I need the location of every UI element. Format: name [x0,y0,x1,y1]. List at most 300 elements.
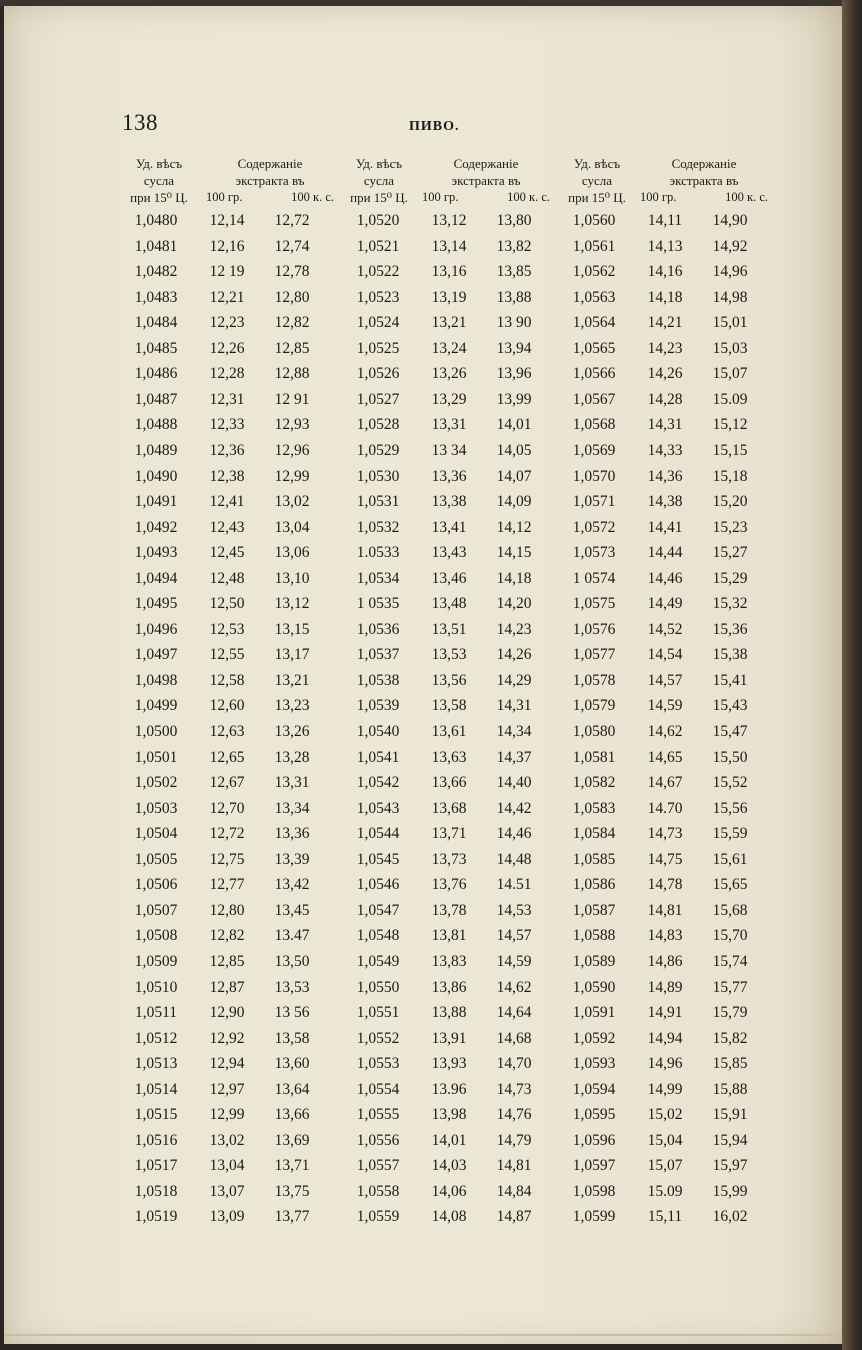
specific-gravity-cell: 1,0527 [356,390,400,408]
extract-per-100g-cell: 15,02 [647,1106,683,1124]
extract-per-100g-cell: 14,65 [647,748,683,766]
extract-per-100cc-cell: 14,62 [496,978,532,996]
extract-per-100cc-cell: 12,72 [274,212,310,229]
extract-per-100g-cell: 14,01 [431,1131,467,1149]
extract-per-100cc-cell: 15,79 [712,1004,748,1022]
specific-gravity-cell: 1,0545 [356,850,400,868]
extract-per-100cc-cell: 15,68 [712,901,748,919]
extract-per-100cc-cell: 15,52 [712,774,748,792]
extract-per-100cc-cell: 13,36 [274,825,310,843]
extract-per-100g-cell: 14,81 [647,901,683,919]
extract-per-100g-cell: 13,91 [431,1029,467,1047]
specific-gravity-cell: 1,0488 [134,416,178,434]
extract-per-100cc-cell: 14,37 [496,748,532,766]
specific-gravity-cell: 1,0555 [356,1106,400,1124]
extract-per-100g-cell: 13,14 [431,237,467,255]
extract-per-100g-cell: 12,23 [209,314,245,332]
extract-per-100cc-cell: 13,31 [274,774,310,792]
specific-gravity-cell: 1,0536 [356,620,400,638]
extract-per-100g-cell: 13,71 [431,825,467,843]
specific-gravity-cell: 1,0571 [572,493,616,511]
extract-per-100cc-cell: 15,15 [712,441,748,459]
header-sg-line3: при 15⁰ Ц. [130,190,188,205]
extract-per-100cc-cell: 13,39 [274,850,310,868]
extract-per-100g-cell: 13,73 [431,850,467,868]
specific-gravity-cell: 1,0512 [134,1029,178,1047]
extract-per-100g-cell: 14,91 [647,1004,683,1022]
extract-per-100g-cell: 13,93 [431,1055,467,1073]
specific-gravity-cell: 1,0577 [572,646,616,664]
extract-per-100g-cell: 12 19 [209,263,245,281]
extract-per-100g-cell: 12,67 [209,774,245,792]
extract-per-100cc-cell: 14,87 [496,1208,532,1226]
specific-gravity-cell: 1,0528 [356,416,400,434]
extract-per-100g-cell: 13,53 [431,646,467,664]
extract-per-100cc-cell: 15,99 [712,1182,748,1200]
extract-per-100g-cell: 12,36 [209,441,245,459]
extract-per-100cc-cell: 13,10 [274,569,310,587]
extract-per-100g-cell: 12,72 [209,825,245,843]
extract-per-100cc-cell: 14,15 [496,544,532,562]
specific-gravity-cell: 1,0509 [134,952,178,970]
specific-gravity-cell: 1,0553 [356,1055,400,1073]
extract-per-100cc-cell: 15,36 [712,620,748,638]
extract-per-100g-cell: 14,16 [647,263,683,281]
extract-per-100cc-cell: 13,04 [274,518,310,536]
specific-gravity-cell: 1,0531 [356,493,400,511]
specific-gravity-cell: 1,0551 [356,1004,400,1022]
extract-per-100cc-cell: 15,38 [712,646,748,664]
extract-per-100cc-cell: 13,77 [274,1208,310,1226]
scan-right-edge [842,0,862,1350]
extract-per-100cc-cell: 13,82 [496,237,532,255]
extract-per-100g-cell: 14,83 [647,927,683,945]
extract-per-100cc-cell: 13,45 [274,901,310,919]
specific-gravity-cell: 1,0579 [572,697,616,715]
specific-gravity-cell: 1,0592 [572,1029,616,1047]
specific-gravity-cell: 1,0541 [356,748,400,766]
specific-gravity-cell: 1,0480 [134,212,178,229]
specific-gravity-cell: 1,0482 [134,263,178,281]
specific-gravity-cell: 1,0521 [356,237,400,255]
specific-gravity-cell: 1,0503 [134,799,178,817]
extract-per-100cc-cell: 15,82 [712,1029,748,1047]
extract-per-100cc-cell: 14,90 [712,212,748,229]
extract-per-100g-cell: 12,70 [209,799,245,817]
specific-gravity-cell: 1,0568 [572,416,616,434]
extract-per-100cc-cell: 14,70 [496,1055,532,1073]
specific-gravity-cell: 1,0484 [134,314,178,332]
extract-per-100g-cell: 13,21 [431,314,467,332]
extract-per-100cc-cell: 14,31 [496,697,532,715]
extract-per-100cc-cell: 14,48 [496,850,532,868]
extract-per-100cc-cell: 15,50 [712,748,748,766]
extract-per-100cc-cell: 15,91 [712,1106,748,1124]
specific-gravity-cell: 1,0496 [134,620,178,638]
extract-per-100cc-cell: 14,96 [712,263,748,281]
extract-per-100g-cell: 14,36 [647,467,683,485]
specific-gravity-cell: 1,0501 [134,748,178,766]
specific-gravity-cell: 1,0573 [572,544,616,562]
extract-per-100cc-cell: 14,09 [496,493,532,511]
extract-per-100cc-cell: 13,53 [274,978,310,996]
header-sg-line2: сусла [143,173,175,188]
extract-per-100cc-cell: 14,05 [496,441,532,459]
specific-gravity-cell: 1,0583 [572,799,616,817]
extract-per-100g-cell: 12,33 [209,416,245,434]
extract-per-100cc-cell: 12,93 [274,416,310,434]
extract-per-100g-cell: 12,48 [209,569,245,587]
specific-gravity-cell: 1,0547 [356,901,400,919]
extract-per-100cc-cell: 15,70 [712,927,748,945]
extract-per-100cc-cell: 13,85 [496,263,532,281]
book-page [4,6,842,1344]
specific-gravity-cell: 1,0544 [356,825,400,843]
specific-gravity-cell: 1,0515 [134,1106,178,1124]
extract-per-100cc-cell: 15,23 [712,518,748,536]
extract-per-100cc-cell: 14,53 [496,901,532,919]
specific-gravity-cell: 1,0532 [356,518,400,536]
extract-per-100g-cell: 13,04 [209,1157,245,1175]
extract-per-100g-cell: 15,04 [647,1131,683,1149]
extract-per-100g-cell: 14,31 [647,416,683,434]
extract-per-100g-cell: 13,12 [431,212,467,229]
extract-per-100g-cell: 13,56 [431,671,467,689]
extract-per-100cc-cell: 14.51 [496,876,532,894]
extract-per-100g-cell: 14,44 [647,544,683,562]
extract-per-100cc-cell: 15,43 [712,697,748,715]
extract-per-100cc-cell: 12,80 [274,288,310,306]
specific-gravity-cell: 1,0519 [134,1208,178,1226]
specific-gravity-cell: 1,0522 [356,263,400,281]
specific-gravity-cell: 1,0586 [572,876,616,894]
specific-gravity-cell: 1,0591 [572,1004,616,1022]
specific-gravity-cell: 1,0523 [356,288,400,306]
extract-per-100g-cell: 13,48 [431,595,467,613]
specific-gravity-cell: 1,0517 [134,1157,178,1175]
header-ext-per-100cc: 100 к. с. [291,190,334,204]
extract-per-100g-cell: 12,43 [209,518,245,536]
extract-per-100cc-cell: 12,74 [274,237,310,255]
specific-gravity-cell: 1,0569 [572,441,616,459]
specific-gravity-cell: 1,0499 [134,697,178,715]
extract-per-100cc-cell: 14,59 [496,952,532,970]
extract-per-100cc-cell: 14,98 [712,288,748,306]
specific-gravity-cell: 1,0595 [572,1106,616,1124]
header-sg-line1: Уд. вѣсъ [135,156,183,171]
extract-per-100cc-cell: 15,85 [712,1055,748,1073]
specific-gravity-cell: 1,0558 [356,1182,400,1200]
extract-per-100g-cell: 14,03 [431,1157,467,1175]
extract-per-100g-cell: 12,65 [209,748,245,766]
extract-per-100g-cell: 13,19 [431,288,467,306]
extract-per-100cc-cell: 13,34 [274,799,310,817]
specific-gravity-cell: 1,0525 [356,339,400,357]
extract-per-100g-cell: 13,36 [431,467,467,485]
extract-per-100cc-cell: 15,47 [712,723,748,740]
specific-gravity-cell: 1,0530 [356,467,400,485]
extract-per-100cc-cell: 15,03 [712,339,748,357]
specific-gravity-cell: 1,0507 [134,901,178,919]
extract-per-100g-cell: 13,78 [431,901,467,919]
specific-gravity-cell: 1,0500 [134,723,178,740]
extract-per-100cc-cell: 15,77 [712,978,748,996]
extract-per-100cc-cell: 13,64 [274,1080,310,1098]
extract-per-100cc-cell: 12,88 [274,365,310,383]
specific-gravity-cell: 1,0552 [356,1029,400,1047]
extract-per-100g-cell: 12,55 [209,646,245,664]
extract-per-100g-cell: 12,87 [209,978,245,996]
specific-gravity-cell: 1,0485 [134,339,178,357]
extract-per-100g-cell: 13,31 [431,416,467,434]
extract-per-100cc-cell: 15,65 [712,876,748,894]
extract-per-100cc-cell: 13,80 [496,212,532,229]
extract-per-100g-cell: 15,07 [647,1157,683,1175]
extract-per-100cc-cell: 14,29 [496,671,532,689]
extract-per-100g-cell: 14,49 [647,595,683,613]
extract-per-100cc-cell: 14,73 [496,1080,532,1098]
extract-per-100cc-cell: 14,76 [496,1106,532,1124]
extract-per-100g-cell: 12,45 [209,544,245,562]
extract-per-100g-cell: 12,41 [209,493,245,511]
extract-per-100g-cell: 13,88 [431,1004,467,1022]
extract-per-100cc-cell: 14,64 [496,1004,532,1022]
extract-per-100cc-cell: 14,79 [496,1131,532,1149]
extract-per-100g-cell: 12,14 [209,212,245,229]
specific-gravity-cell: 1,0567 [572,390,616,408]
extract-per-100cc-cell: 14,68 [496,1029,532,1047]
specific-gravity-cell: 1,0481 [134,237,178,255]
specific-gravity-cell: 1,0502 [134,774,178,792]
extract-per-100cc-cell: 14,81 [496,1157,532,1175]
extract-per-100g-cell: 14,94 [647,1029,683,1047]
extract-per-100cc-cell: 14,84 [496,1182,532,1200]
extract-per-100cc-cell: 13,94 [496,339,532,357]
extract-per-100g-cell: 14,13 [647,237,683,255]
specific-gravity-cell: 1,0520 [356,212,400,229]
extract-per-100g-cell: 14,52 [647,620,683,638]
specific-gravity-cell: 1,0505 [134,850,178,868]
specific-gravity-cell: 1,0491 [134,493,178,511]
extract-per-100g-cell: 12,16 [209,237,245,255]
header-ext-line1: Содержаніе [671,156,737,171]
extract-per-100cc-cell: 13,88 [496,288,532,306]
extract-per-100g-cell: 14,89 [647,978,683,996]
specific-gravity-cell: 1,0508 [134,927,178,945]
header-ext-line2: экстракта въ [669,173,739,188]
extract-per-100cc-cell: 14,23 [496,620,532,638]
specific-gravity-cell: 1,0539 [356,697,400,715]
extract-per-100g-cell: 14,18 [647,288,683,306]
extract-per-100cc-cell: 15,97 [712,1157,748,1175]
specific-gravity-cell: 1,0550 [356,978,400,996]
extract-per-100g-cell: 14,08 [431,1208,467,1226]
extract-per-100g-cell: 12,97 [209,1080,245,1098]
extract-per-100cc-cell: 12,85 [274,339,310,357]
specific-gravity-cell: 1,0493 [134,544,178,562]
extract-per-100g-cell: 12,85 [209,952,245,970]
specific-gravity-cell: 1,0578 [572,671,616,689]
specific-gravity-cell: 1,0483 [134,288,178,306]
header-extract [416,155,556,206]
specific-gravity-cell: 1,0504 [134,825,178,843]
extract-per-100cc-cell: 14,46 [496,825,532,843]
header-sg-line1: Уд. вѣсъ [573,156,621,171]
extract-per-100cc-cell: 14,92 [712,237,748,255]
specific-gravity-cell: 1,0587 [572,901,616,919]
extract-per-100cc-cell: 15.09 [712,390,748,408]
extract-per-100cc-cell: 14,26 [496,646,532,664]
specific-gravity-cell: 1,0498 [134,671,178,689]
extract-per-100cc-cell: 12,96 [274,441,310,459]
extract-per-100g-cell: 14,33 [647,441,683,459]
extract-per-100cc-cell: 13,75 [274,1182,310,1200]
extract-per-100g-cell: 13,83 [431,952,467,970]
extract-per-100g-cell: 12,90 [209,1004,245,1022]
extract-per-100cc-cell: 13,15 [274,620,310,638]
extract-per-100g-cell: 12,21 [209,288,245,306]
extract-per-100cc-cell: 13,06 [274,544,310,562]
extract-per-100g-cell: 12,28 [209,365,245,383]
extract-per-100g-cell: 12,50 [209,595,245,613]
specific-gravity-cell: 1,0487 [134,390,178,408]
extract-per-100cc-cell: 15,94 [712,1131,748,1149]
specific-gravity-cell: 1,0516 [134,1131,178,1149]
extract-per-100cc-cell: 13,42 [274,876,310,894]
extract-per-100cc-cell: 13,58 [274,1029,310,1047]
extract-per-100cc-cell: 15,27 [712,544,748,562]
specific-gravity-cell: 1,0572 [572,518,616,536]
specific-gravity-cell: 1,0549 [356,952,400,970]
extract-per-100cc-cell: 14,57 [496,927,532,945]
extract-per-100cc-cell: 14,12 [496,518,532,536]
extract-per-100g-cell: 14,06 [431,1182,467,1200]
extract-per-100g-cell: 13,98 [431,1106,467,1124]
extract-per-100g-cell: 14,38 [647,493,683,511]
extract-per-100g-cell: 13,41 [431,518,467,536]
header-ext-line1: Содержаніе [237,156,303,171]
header-specific-gravity [552,155,642,206]
header-specific-gravity [114,155,204,206]
specific-gravity-cell: 1,0529 [356,441,400,459]
specific-gravity-cell: 1,0513 [134,1055,178,1073]
specific-gravity-cell: 1,0580 [572,723,616,740]
extract-per-100cc-cell: 13.47 [274,927,310,945]
specific-gravity-cell: 1,0584 [572,825,616,843]
extract-per-100g-cell: 14,96 [647,1055,683,1073]
specific-gravity-cell: 1,0597 [572,1157,616,1175]
extract-per-100cc-cell: 13 90 [496,314,532,332]
extract-per-100g-cell: 12,31 [209,390,245,408]
extract-per-100g-cell: 13,38 [431,493,467,511]
extract-per-100cc-cell: 15,01 [712,314,748,332]
specific-gravity-cell: 1,0495 [134,595,178,613]
extract-per-100cc-cell: 13 56 [274,1004,310,1022]
specific-gravity-cell: 1,0540 [356,723,400,740]
extract-per-100g-cell: 12,99 [209,1106,245,1124]
specific-gravity-cell: 1,0559 [356,1208,400,1226]
extract-per-100g-cell: 12,58 [209,671,245,689]
specific-gravity-cell: 1,0548 [356,927,400,945]
header-sg-line2: сусла [581,173,613,188]
extract-per-100cc-cell: 13,69 [274,1131,310,1149]
page-number: 138 [122,110,158,135]
extract-per-100g-cell: 15.09 [647,1182,683,1200]
specific-gravity-cell: 1,0494 [134,569,178,587]
specific-gravity-cell: 1,0582 [572,774,616,792]
extract-per-100cc-cell: 14,34 [496,723,532,740]
extract-per-100g-cell: 14,41 [647,518,683,536]
extract-per-100cc-cell: 14,40 [496,774,532,792]
extract-per-100g-cell: 13.96 [431,1080,467,1098]
extract-per-100g-cell: 14,62 [647,723,683,740]
extract-per-100cc-cell: 14,18 [496,569,532,587]
extract-per-100g-cell: 12,38 [209,467,245,485]
specific-gravity-cell: 1,0506 [134,876,178,894]
specific-gravity-cell: 1 0535 [356,595,400,613]
specific-gravity-cell: 1,0593 [572,1055,616,1073]
specific-gravity-cell: 1,0566 [572,365,616,383]
specific-gravity-cell: 1,0518 [134,1182,178,1200]
specific-gravity-cell: 1.0533 [356,544,400,562]
extract-per-100cc-cell: 13,66 [274,1106,310,1124]
specific-gravity-cell: 1,0538 [356,671,400,689]
extract-per-100cc-cell: 13,21 [274,671,310,689]
specific-gravity-cell: 1,0534 [356,569,400,587]
header-extract [200,155,340,206]
extract-per-100cc-cell: 13,96 [496,365,532,383]
extract-per-100cc-cell: 14,01 [496,416,532,434]
extract-per-100g-cell: 14,28 [647,390,683,408]
extract-per-100cc-cell: 14,42 [496,799,532,817]
extract-per-100g-cell: 13,09 [209,1208,245,1226]
running-title: ПИВО. [409,119,460,134]
extract-per-100g-cell: 14,59 [647,697,683,715]
extract-per-100cc-cell: 13,02 [274,493,310,511]
specific-gravity-cell: 1,0599 [572,1208,616,1226]
extract-per-100cc-cell: 15,12 [712,416,748,434]
extract-per-100g-cell: 13,76 [431,876,467,894]
header-ext-units [416,189,556,206]
specific-gravity-cell: 1,0561 [572,237,616,255]
specific-gravity-cell: 1,0497 [134,646,178,664]
extract-per-100g-cell: 14.70 [647,799,683,817]
specific-gravity-cell: 1,0564 [572,314,616,332]
extract-per-100cc-cell: 15,18 [712,467,748,485]
extract-per-100cc-cell: 13,99 [496,390,532,408]
extract-per-100cc-cell: 15,56 [712,799,748,817]
specific-gravity-cell: 1,0565 [572,339,616,357]
extract-per-100g-cell: 13,02 [209,1131,245,1149]
extract-per-100g-cell: 13,16 [431,263,467,281]
specific-gravity-cell: 1,0557 [356,1157,400,1175]
specific-gravity-cell: 1,0537 [356,646,400,664]
header-specific-gravity [334,155,424,206]
extract-per-100g-cell: 13,24 [431,339,467,357]
extract-per-100g-cell: 13,86 [431,978,467,996]
extract-per-100cc-cell: 15,29 [712,569,748,587]
extract-per-100cc-cell: 13,28 [274,748,310,766]
extract-per-100g-cell: 12,82 [209,927,245,945]
extract-per-100cc-cell: 14,20 [496,595,532,613]
header-extract [634,155,774,206]
extract-per-100g-cell: 13,61 [431,723,467,740]
extract-per-100cc-cell: 12,78 [274,263,310,281]
specific-gravity-cell: 1,0543 [356,799,400,817]
extract-per-100g-cell: 13,81 [431,927,467,945]
specific-gravity-cell: 1,0563 [572,288,616,306]
extract-per-100g-cell: 12,53 [209,620,245,638]
